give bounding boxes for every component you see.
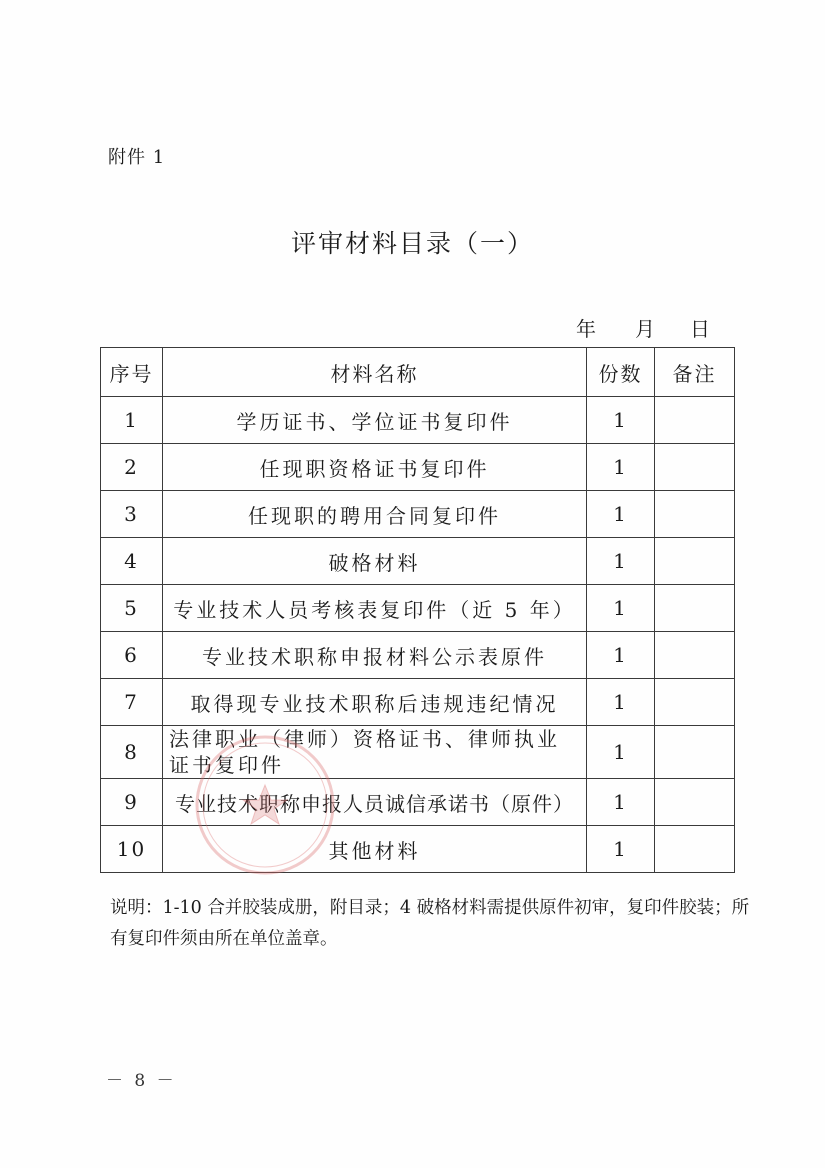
row-name: 法律职业（律师）资格证书、律师执业证书复印件	[163, 726, 587, 779]
row-qty: 1	[587, 444, 655, 491]
header-name: 材料名称	[163, 348, 587, 397]
header-note: 备注	[655, 348, 735, 397]
row-qty: 1	[587, 585, 655, 632]
row-qty: 1	[587, 491, 655, 538]
row-qty: 1	[587, 632, 655, 679]
table-row	[101, 779, 735, 826]
table-row	[101, 679, 735, 726]
header-qty: 份数	[587, 348, 655, 397]
row-seq: 5	[101, 585, 163, 632]
row-name: 任现职的聘用合同复印件	[163, 491, 587, 538]
row-note	[655, 679, 735, 726]
row-name: 专业技术职称申报材料公示表原件	[163, 632, 587, 679]
row-seq: 2	[101, 444, 163, 491]
row-name: 专业技术人员考核表复印件（近 5 年）	[163, 585, 587, 632]
table-row	[101, 397, 735, 444]
page-number: － 8 －	[106, 1071, 177, 1091]
table-row	[101, 726, 735, 779]
row-name: 专业技术职称申报人员诚信承诺书（原件）	[163, 779, 587, 826]
row-note	[655, 632, 735, 679]
table-row	[101, 444, 735, 491]
row-seq: 7	[101, 679, 163, 726]
row-seq: 10	[101, 826, 163, 873]
date-month-label: 月	[635, 317, 655, 341]
row-note	[655, 779, 735, 826]
row-seq: 9	[101, 779, 163, 826]
note-paragraph: 说明：1-10 合并胶装成册，附目录；4 破格材料需提供原件初审，复印件胶装；所有复印件须由所在单位盖章。	[110, 898, 750, 949]
attachment-label: 附件 1	[108, 147, 166, 168]
page-title: 评审材料目录（一）	[290, 229, 534, 258]
row-seq: 3	[101, 491, 163, 538]
row-note	[655, 491, 735, 538]
row-name: 取得现专业技术职称后违规违纪情况	[163, 679, 587, 726]
row-seq: 8	[101, 726, 163, 779]
table-row	[101, 632, 735, 679]
header-seq: 序号	[101, 348, 163, 397]
materials-table	[100, 347, 735, 873]
row-qty: 1	[587, 726, 655, 779]
row-qty: 1	[587, 826, 655, 873]
row-qty: 1	[587, 779, 655, 826]
row-note	[655, 585, 735, 632]
table-row	[101, 538, 735, 585]
table-row	[101, 491, 735, 538]
row-note	[655, 444, 735, 491]
row-note	[655, 826, 735, 873]
row-name: 学历证书、学位证书复印件	[163, 397, 587, 444]
row-seq: 4	[101, 538, 163, 585]
row-note	[655, 538, 735, 585]
row-qty: 1	[587, 679, 655, 726]
date-year-label: 年	[576, 317, 596, 341]
table-row	[101, 585, 735, 632]
table-header-row	[101, 348, 735, 397]
date-day-label: 日	[690, 317, 710, 341]
row-name: 其他材料	[163, 826, 587, 873]
row-note	[655, 397, 735, 444]
row-seq: 1	[101, 397, 163, 444]
row-seq: 6	[101, 632, 163, 679]
row-qty: 1	[587, 397, 655, 444]
table-row	[101, 826, 735, 873]
row-note	[655, 726, 735, 779]
row-name: 破格材料	[163, 538, 587, 585]
row-name: 任现职资格证书复印件	[163, 444, 587, 491]
row-qty: 1	[587, 538, 655, 585]
